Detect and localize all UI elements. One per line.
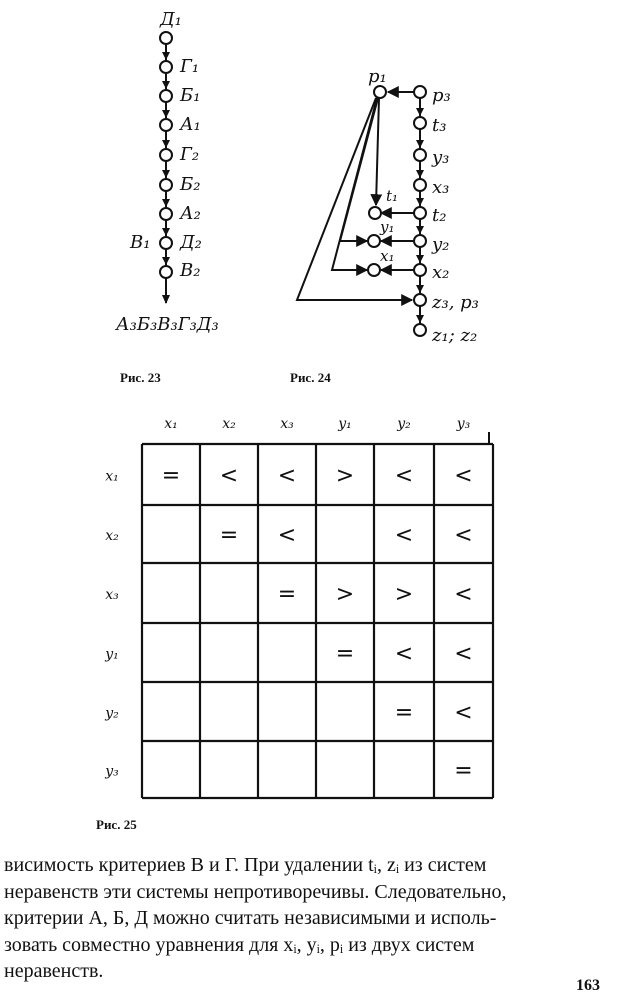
fig24-node [414, 264, 426, 276]
table-cell: < [454, 641, 473, 667]
fig24-node-label: t₂ [432, 205, 447, 226]
fig23-node [160, 119, 172, 131]
fig24-left-label: x₁ [380, 247, 395, 265]
table-cell: < [394, 463, 414, 489]
table-cell: = [219, 523, 239, 548]
table-cell: < [454, 582, 473, 607]
fig23-caption: Рис. 23 [120, 370, 161, 385]
fig24-arrowhead [416, 315, 424, 323]
table-cell: < [219, 463, 239, 489]
fig24-node [414, 207, 426, 219]
body-paragraph [4, 852, 592, 985]
table-cell: < [277, 523, 297, 548]
fig23-node-label: В₂ [180, 260, 201, 281]
fig23-arrowhead [162, 295, 170, 304]
fig24-node-label: z₃, p₃ [432, 292, 479, 313]
body-line: висимость критериев В и Г. При удалении tᵢ, zᵢ из систем [4, 854, 487, 876]
table-cell: < [277, 463, 297, 489]
fig24-arrowhead [416, 170, 424, 178]
fig23-node-label: Г₂ [180, 144, 200, 165]
table-cell: < [454, 523, 473, 548]
fig24-arrowhead [416, 198, 424, 206]
fig23-arrowhead [162, 52, 170, 60]
fig23-node [160, 237, 172, 249]
fig24-node-label: p₃ [432, 85, 451, 106]
fig23-node-label: Д₂ [180, 232, 202, 253]
table-cell: < [394, 641, 414, 667]
fig24-arrowhead [416, 108, 424, 116]
fig24-arrowhead [416, 285, 424, 293]
fig25-caption: Рис. 25 [96, 817, 137, 832]
fig23-node-label: Г₁ [180, 56, 200, 77]
fig24-arrow [376, 98, 379, 205]
row-header: x₁ [105, 468, 119, 485]
table-cell: > [394, 582, 414, 607]
fig23-node-label: А₂ [180, 203, 201, 224]
fig24-node-label: z₁; z₂ [432, 325, 478, 346]
fig23-side-label: В₁ [130, 232, 151, 253]
table-cell: < [394, 523, 414, 548]
fig24-arrowhead [416, 255, 424, 263]
row-header: x₃ [105, 587, 119, 603]
body-line: критерии А, Б, Д можно считать независимыми и исполь- [4, 907, 497, 929]
row-header: y₂ [105, 705, 119, 722]
fig24-node-label: y₃ [432, 147, 450, 168]
column-header: x₁ [164, 416, 178, 432]
fig23-arrowhead [162, 81, 170, 89]
fig23-node [160, 266, 172, 278]
fig24-node [414, 86, 426, 98]
fig23-arrowhead [162, 110, 170, 118]
fig24-arrowhead [416, 226, 424, 234]
fig23-node [160, 61, 172, 73]
figure-24 [290, 66, 479, 385]
fig23-node [160, 179, 172, 191]
fig24-node [414, 324, 426, 336]
fig24-node-label: y₂ [432, 234, 450, 255]
fig24-node [414, 117, 426, 129]
fig23-node [160, 90, 172, 102]
fig23-arrowhead [162, 228, 170, 236]
fig23-arrowhead [162, 140, 170, 148]
fig24-arrowhead [416, 140, 424, 148]
fig24-node [374, 86, 386, 98]
fig24-top-label: p₁ [368, 66, 387, 87]
fig24-node-label: x₃ [432, 177, 450, 198]
fig24-left-label: y₁ [380, 218, 395, 236]
figure-25 [96, 416, 493, 832]
fig23-node [160, 208, 172, 220]
row-header: y₁ [105, 646, 119, 663]
fig24-node [368, 264, 380, 276]
figure-23 [114, 9, 219, 385]
fig23-arrowhead [162, 199, 170, 207]
fig23-node [160, 32, 172, 44]
fig23-node-label: Б₁ [180, 85, 201, 106]
table-cell: = [394, 700, 414, 726]
column-header: y₃ [456, 416, 471, 432]
table-cell: = [161, 463, 181, 489]
fig24-node [414, 294, 426, 306]
fig24-node [414, 179, 426, 191]
fig23-node-label: А₁ [180, 114, 201, 135]
table-cell: < [454, 463, 473, 489]
row-header: x₂ [105, 528, 119, 544]
table-cell: = [335, 641, 355, 667]
fig23-arrowhead [162, 257, 170, 265]
fig24-node-label: x₂ [432, 262, 450, 283]
column-header: x₂ [222, 416, 236, 432]
body-line: зовать совместно уравнения для xᵢ, yᵢ, pᵢ из двух систем [4, 933, 475, 956]
body-line: неравенств. [4, 960, 104, 982]
fig23-node [160, 149, 172, 161]
table-cell: > [335, 582, 355, 607]
table-cell: > [335, 463, 355, 489]
fig23-node-label: Д₁ [160, 9, 182, 30]
table-cell: = [454, 758, 473, 784]
fig24-node-label: t₃ [432, 115, 447, 136]
body-line: неравенств эти системы непротиворечивы. Следовательно, [4, 880, 507, 903]
column-header: y₁ [338, 416, 352, 432]
fig23-bottom-label: А₃Б₃В₃Г₃Д₃ [116, 314, 219, 335]
column-header: y₂ [397, 416, 411, 432]
table-cell: = [277, 582, 297, 607]
fig24-left-label: t₁ [386, 187, 399, 205]
fig24-node [414, 149, 426, 161]
column-header: x₃ [280, 416, 294, 432]
table-cell: < [454, 700, 473, 726]
fig23-arrowhead [162, 170, 170, 178]
fig24-node [368, 235, 380, 247]
page-number: 163 [576, 977, 600, 994]
fig24-caption: Рис. 24 [290, 370, 331, 385]
row-header: y₃ [105, 763, 119, 780]
fig24-node [414, 235, 426, 247]
fig23-node-label: Б₂ [180, 174, 201, 195]
